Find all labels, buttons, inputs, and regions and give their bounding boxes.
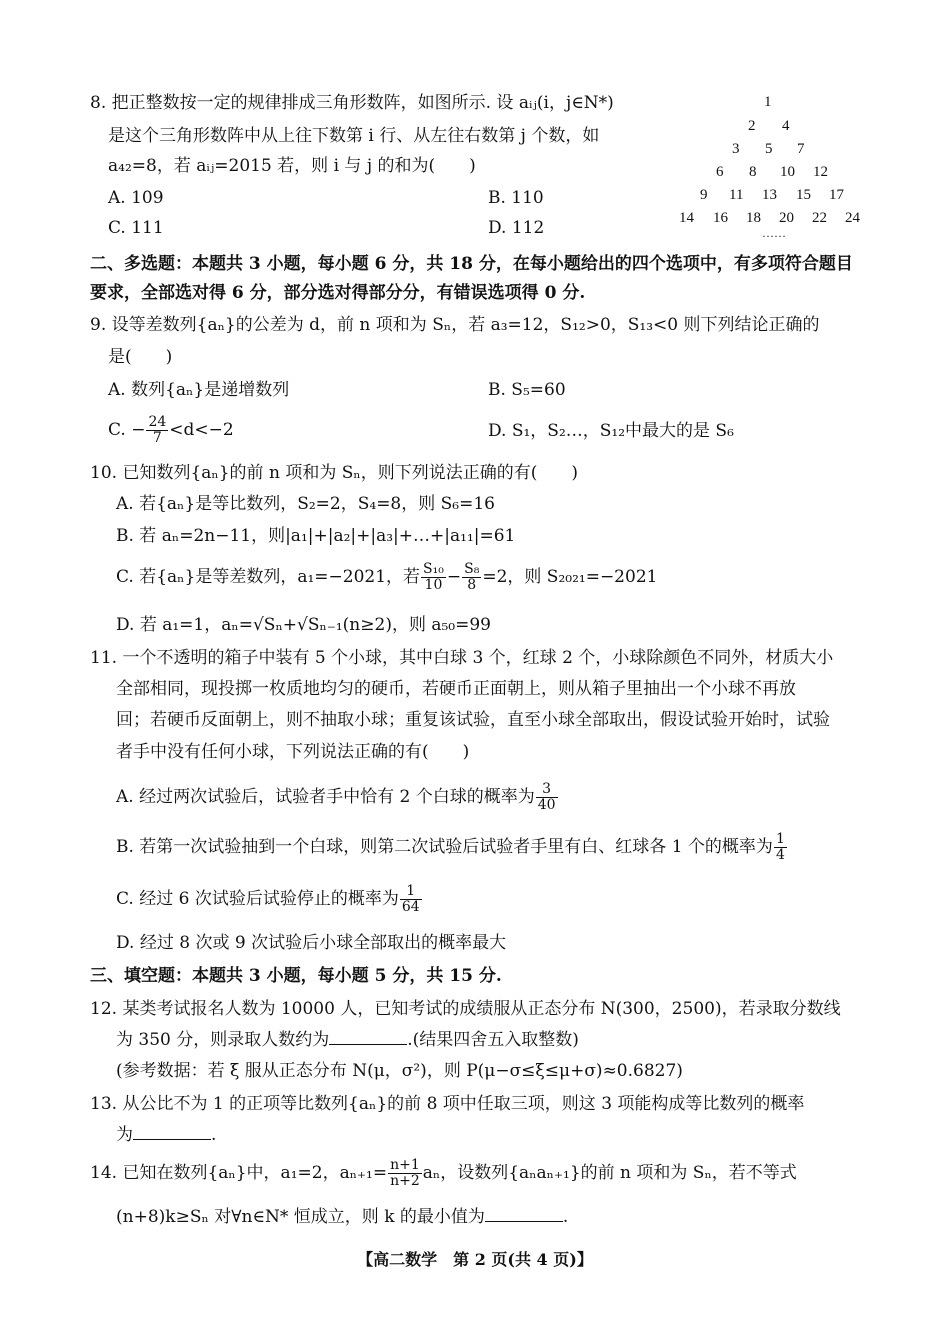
fraction-numerator: 1 xyxy=(775,831,785,847)
q11-option-a-text: A. 经过两次试验后，试验者手中恰有 2 个白球的概率为 xyxy=(116,787,535,807)
q8-option-c: C. 111 xyxy=(108,218,164,238)
answer-blank[interactable] xyxy=(329,1030,407,1045)
triangle-number: 3 xyxy=(732,141,740,157)
q10-option-c-minus: − xyxy=(446,567,462,587)
triangle-number: 11 xyxy=(729,187,744,203)
triangle-number: 17 xyxy=(829,187,844,203)
fraction-denominator: 10 xyxy=(424,577,443,593)
q11-option-b xyxy=(116,829,788,865)
triangle-number: 16 xyxy=(713,210,728,226)
section2-heading-line1: 二、多选题：本题共 3 小题，每小题 6 分，共 18 分，在每小题给出的四个选项中，有多项符合题目 xyxy=(90,254,853,274)
q9-option-c-suffix: <d<−2 xyxy=(169,420,234,440)
section3-heading: 三、填空题：本题共 3 小题，每小题 5 分，共 15 分. xyxy=(90,966,502,986)
triangle-number: 15 xyxy=(796,187,811,203)
fraction xyxy=(388,1158,422,1189)
fraction-denominator: 64 xyxy=(401,899,420,915)
q9-option-b: B. S₅=60 xyxy=(488,380,566,400)
q14-line2-text: (n+8)k≥Sₙ 对∀n∈N* 恒成立，则 k 的最小值为 xyxy=(116,1207,485,1227)
fraction-numerator: n+1 xyxy=(390,1157,420,1173)
answer-blank[interactable] xyxy=(133,1125,211,1140)
triangle-number: 5 xyxy=(765,141,773,157)
triangle-number: 7 xyxy=(797,141,805,157)
answer-blank[interactable] xyxy=(485,1207,563,1222)
triangle-number: 22 xyxy=(812,210,827,226)
q10-option-c-prefix: C. 若{aₙ}是等差数列，a₁=−2021，若 xyxy=(116,567,421,587)
fraction-numerator: 3 xyxy=(536,782,558,798)
triangle-ellipsis: …… xyxy=(762,226,786,240)
q8-line2: 是这个三角形数阵中从上往下数第 i 行、从左往右数第 j 个数，如 xyxy=(108,126,600,146)
fraction-denominator: 8 xyxy=(467,577,477,593)
q8-option-b: B. 110 xyxy=(488,188,544,208)
triangle-number: 14 xyxy=(679,210,694,226)
q9-option-d: D. S₁，S₂…，S₁₂中最大的是 S₆ xyxy=(488,421,734,441)
fraction-numerator: 1 xyxy=(400,884,422,900)
triangle-number: 2 xyxy=(748,118,756,134)
q9-option-c-prefix: C. − xyxy=(108,420,146,440)
triangle-number: 4 xyxy=(782,118,790,134)
triangle-number: 24 xyxy=(845,210,860,226)
q11-option-b-text: B. 若第一次试验抽到一个白球，则第二次试验后试验者手里有白、红球各 1 个的概率为 xyxy=(116,837,773,857)
q9-line2: 是( ) xyxy=(108,347,173,367)
q8-option-a: A. 109 xyxy=(108,188,164,208)
fraction-numerator: S₁₀ xyxy=(423,561,444,577)
section2-heading-line2: 要求，全部选对得 6 分，部分选对得部分分，有错误选项得 0 分. xyxy=(90,283,586,303)
q8-line1: 8. 把正整数按一定的规律排成三角形数阵，如图所示. 设 aᵢⱼ(i，j∈N*) xyxy=(90,93,614,113)
q10-option-a: A. 若{aₙ}是等比数列，S₂=2，S₄=8，则 S₆=16 xyxy=(116,494,495,514)
fraction xyxy=(146,415,168,446)
q12-line2 xyxy=(116,1029,579,1051)
fraction xyxy=(462,562,481,593)
q11-line2: 全部相同，现投掷一枚质地均匀的硬币，若硬币正面朝上，则从箱子里抽出一个小球不再放 xyxy=(116,679,796,699)
q10-option-b: B. 若 aₙ=2n−11，则|a₁|+|a₂|+|a₃|+…+|a₁₁|=61 xyxy=(116,526,516,546)
fraction xyxy=(774,832,787,863)
q14-line1-suffix: aₙ，设数列{aₙaₙ₊₁}的前 n 项和为 Sₙ，若不等式 xyxy=(422,1163,797,1183)
fraction-denominator: 40 xyxy=(537,797,556,813)
q11-option-c-text: C. 经过 6 次试验后试验停止的概率为 xyxy=(116,889,399,909)
triangle-number: 12 xyxy=(813,164,828,180)
q12-line2-text: 为 350 分，则录取人数约为 xyxy=(116,1030,330,1050)
q13-line2 xyxy=(116,1124,216,1146)
q9-option-c xyxy=(108,412,234,448)
triangle-number: 1 xyxy=(764,94,772,110)
q14-line1-prefix: 14. 已知在数列{aₙ}中，a₁=2，aₙ₊₁= xyxy=(90,1163,388,1183)
fraction-denominator: n+2 xyxy=(390,1173,420,1189)
q14-line2 xyxy=(116,1206,568,1228)
triangle-number: 9 xyxy=(700,187,708,203)
q11-line4: 者手中没有任何小球，下列说法正确的有( ) xyxy=(116,742,470,762)
q11-option-d: D. 经过 8 次或 9 次试验后小球全部取出的概率最大 xyxy=(116,933,507,953)
q14-line1 xyxy=(90,1155,797,1191)
fraction-numerator: S₈ xyxy=(464,561,480,577)
q12-line1: 12. 某类考试报名人数为 10000 人，已知考试的成绩服从正态分布 N(300，2500)，若录取分数线 xyxy=(90,999,841,1019)
triangle-number: 13 xyxy=(762,187,777,203)
fraction xyxy=(400,884,422,915)
fraction-denominator: 4 xyxy=(775,847,785,863)
q11-line3: 回；若硬币反面朝上，则不抽取小球；重复该试验，直至小球全部取出，假设试验开始时，试验 xyxy=(116,710,830,730)
triangle-number: 18 xyxy=(746,210,761,226)
q14-line2-end: . xyxy=(562,1207,569,1227)
fraction-denominator: 7 xyxy=(152,430,162,446)
fraction xyxy=(536,782,558,813)
q8-line3: a₄₂=8，若 aᵢⱼ=2015 若，则 i 与 j 的和为( ) xyxy=(108,156,476,176)
fraction-numerator: 24 xyxy=(148,414,167,430)
q10-option-c-suffix: =2，则 S₂₀₂₁=−2021 xyxy=(482,567,658,587)
triangle-number: 20 xyxy=(779,210,794,226)
q13-line2-text: 为 xyxy=(116,1125,133,1145)
q10-option-c xyxy=(116,559,657,595)
q9-line1: 9. 设等差数列{aₙ}的公差为 d，前 n 项和为 Sₙ，若 a₃=12，S₁₂>0，S₁₃<0 则下列结论正确的 xyxy=(90,315,820,335)
q10-option-d: D. 若 a₁=1，aₙ=√Sₙ+√Sₙ₋₁(n≥2)，则 a₅₀=99 xyxy=(116,615,491,635)
q11-option-c xyxy=(116,881,423,917)
q11-line1: 11. 一个不透明的箱子中装有 5 个小球，其中白球 3 个，红球 2 个，小球除颜色不同外，材质大小 xyxy=(90,648,834,668)
q12-reference: (参考数据：若 ξ 服从正态分布 N(μ，σ²)，则 P(μ−σ≤ξ≤μ+σ)≈0.6827) xyxy=(116,1061,683,1081)
page-footer: 【高二数学 第 2 页(共 4 页)】 xyxy=(357,1250,593,1269)
q12-line2-note: .(结果四舍五入取整数) xyxy=(407,1030,579,1050)
q8-option-d: D. 112 xyxy=(488,218,545,238)
triangle-number: 8 xyxy=(749,164,757,180)
triangle-number: 6 xyxy=(716,164,724,180)
fraction xyxy=(421,562,446,593)
q10-line1: 10. 已知数列{aₙ}的前 n 项和为 Sₙ，则下列说法正确的有( ) xyxy=(90,463,578,483)
q13-line1: 13. 从公比不为 1 的正项等比数列{aₙ}的前 8 项中任取三项，则这 3 项能构成等比数列的概率 xyxy=(90,1094,805,1114)
q13-line2-end: . xyxy=(211,1125,217,1145)
q9-option-a: A. 数列{aₙ}是递增数列 xyxy=(108,380,290,400)
triangle-number: 10 xyxy=(780,164,795,180)
q11-option-a xyxy=(116,779,559,815)
